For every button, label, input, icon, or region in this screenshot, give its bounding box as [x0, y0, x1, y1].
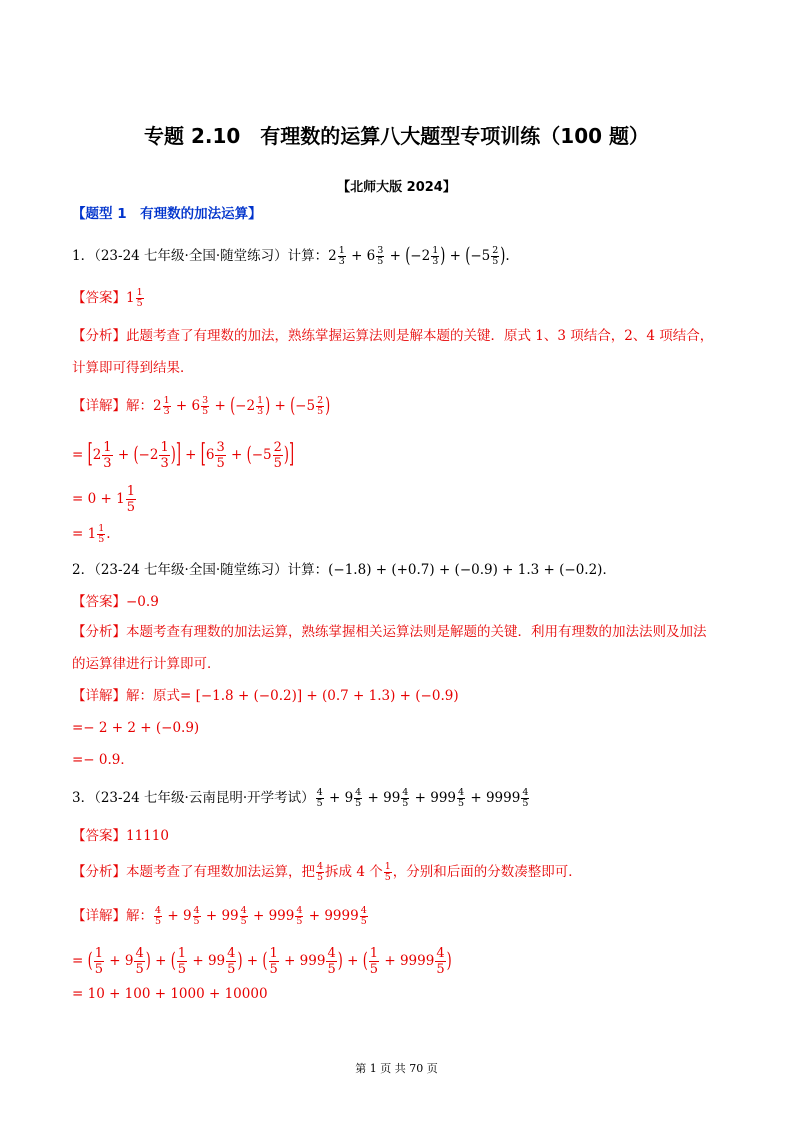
- question-1: [72, 243, 733, 268]
- answer-3: [72, 826, 733, 846]
- detail-2-step1: =− 2 + 2 + (−0.9): [72, 720, 200, 736]
- edition-label: 【北师大版 2024】: [337, 180, 456, 195]
- answer-value: 11110: [126, 828, 169, 844]
- analysis-1-line1: [72, 326, 733, 346]
- detail-1-step3: = 1 $\frac{1}{5}$ .: [72, 523, 111, 545]
- math-expression: (−1.8) + (+0.7) + (−0.9) + 1.3 + (−0.2)．: [328, 562, 616, 578]
- analysis-label: 【分析】: [72, 624, 126, 640]
- analysis-label: 【分析】: [72, 328, 126, 344]
- detail-3-step2: = 10 + 100 + 1000 + 10000: [72, 986, 268, 1002]
- detail-3: 【详解】解： $\frac{4}{5}$ + 9 $\frac{4}{5}$ + 99 $\frac{4}{5}$ + 999 $\frac{4}{5}$ + 9999 $\frac{4}{5}$: [72, 905, 367, 927]
- detail-3-step1: = ( $\frac{1}{5}$ + 9 $\frac{4}{5}$ ) + ( $\frac{1}{5}$ + 99 $\frac{4}{5}$ ) + ( $\frac{1}{5}$ + 999 $\frac{4}{5}$ ) + ( $\frac{1}{5}$ + 9999 $\frac{4}{5}$ ): [72, 946, 452, 977]
- detail-2: 【详解】解：原式= [−1.8 + (−0.2)] + (0.7 + 1.3) + (−0.9): [72, 688, 459, 704]
- detail-label: 【详解】: [72, 908, 126, 924]
- question-source: （23-24 七年级·云南昆明·开学考试）: [94, 790, 315, 806]
- detail-2-step2: =− 0.9．: [72, 752, 134, 768]
- detail-1-step2: = 0 + 1 $\frac{1}{5}$: [72, 484, 135, 515]
- detail-label: 【详解】: [72, 398, 126, 414]
- analysis-3: 【分析】本题考查了有理数加法运算，把 $\frac{4}{5}$ 拆成 4 个 $\frac{1}{5}$ ，分别和后面的分数凑整即可．: [72, 861, 582, 883]
- section-heading: 【题型 1 有理数的加法运算】: [72, 206, 262, 222]
- answer-value: 1 $\frac{1}{5}$: [126, 287, 143, 309]
- answer-label: 【答案】: [72, 594, 126, 610]
- math-expression: 2 $\frac{1}{3}$ + 6 $\frac{3}{5}$ + (−2 $\frac{1}{3}$ ) + (−5 $\frac{2}{5}$ ).: [328, 243, 510, 268]
- analysis-2-line2: 的运算律进行计算即可．: [72, 656, 221, 672]
- analysis-1-line2: 计算即可得到结果．: [72, 360, 194, 376]
- question-3: 3．（23-24 七年级·云南昆明·开学考试） $\frac{4}{5}$ + 9 $\frac{4}{5}$ + 99 $\frac{4}{5}$ + 999 $\frac{4}{5}$ + 9999 $\frac{4}{5}$: [72, 787, 529, 809]
- question-number: 1．: [72, 248, 95, 264]
- question-source: （23-24 七年级·全国·随堂练习）计算：: [94, 562, 329, 578]
- detail-1-step1: = [2 $\frac{1}{3}$ + (−2 $\frac{1}{3}$ )] + [6 $\frac{3}{5}$ + (−5 $\frac{2}{5}$ )]: [72, 439, 295, 471]
- answer-label: 【答案】: [72, 290, 126, 306]
- analysis-2-line1: 【分析】本题考查有理数的加法运算，熟练掌握相关运算法则是解题的关键．利用有理数的加法法则及加法: [72, 624, 707, 640]
- answer-label: 【答案】: [72, 828, 126, 844]
- answer-1: [72, 288, 733, 309]
- answer-value: −0.9: [126, 594, 159, 610]
- analysis-label: 【分析】: [72, 864, 126, 880]
- detail-1: 【详解】解：2 $\frac{1}{3}$ + 6 $\frac{3}{5}$ + (−2 $\frac{1}{3}$ ) + (−5 $\frac{2}{5}$ ): [72, 393, 331, 418]
- document-title: 专题 2.10 有理数的运算八大题型专项训练（100 题）: [143, 124, 650, 148]
- detail-label: 【详解】: [72, 688, 126, 704]
- math-expression: $\frac{4}{5}$ + 9 $\frac{4}{5}$ + 99 $\frac{4}{5}$ + 999 $\frac{4}{5}$ + 9999 $\frac{4}{5}$: [316, 787, 529, 809]
- question-2: 2．（23-24 七年级·全国·随堂练习）计算：(−1.8) + (+0.7) + (−0.9) + 1.3 + (−0.2)．: [72, 562, 616, 578]
- answer-2: [72, 592, 733, 612]
- page-footer: 第 1 页 共 70 页: [355, 1062, 438, 1075]
- question-source: （23-24 七年级·全国·随堂练习）计算：: [94, 248, 329, 264]
- analysis-text: 此题考查了有理数的加法，熟练掌握运算法则是解本题的关键．原式 1、3 项结合，2、4 项结合，: [126, 328, 714, 344]
